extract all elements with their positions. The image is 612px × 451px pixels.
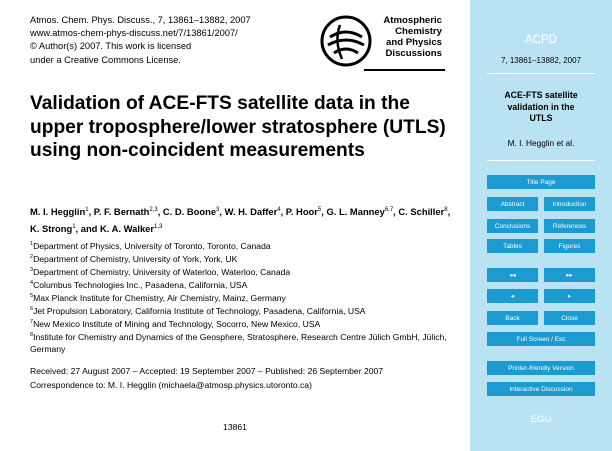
author: K. A. Walker: [100, 222, 155, 234]
affiliation: [30, 265, 460, 278]
next-icon: ▸: [567, 293, 572, 300]
affiliation-number: 1: [30, 241, 34, 247]
figures-button[interactable]: Figures: [544, 239, 595, 253]
author-affiliation-ref: 5: [317, 207, 322, 213]
author-separator: ,: [393, 206, 399, 218]
author-affiliation-ref: 6,7: [384, 207, 394, 213]
author-affiliation-ref: 4: [277, 207, 281, 213]
first-page-icon: ◂◂: [509, 272, 516, 279]
author-affiliation-ref: 2,3: [149, 207, 158, 213]
citation-line: Atmos. Chem. Phys. Discuss., 7, 13861–13882, 2007: [30, 15, 251, 25]
author-separator: ,: [321, 206, 327, 218]
affiliation: [30, 252, 460, 265]
affiliation: [30, 278, 460, 291]
affiliation-number: 6: [30, 306, 34, 313]
affiliation-text: Jet Propulsion Laboratory, California Institute of Technology, Pasadena, California, USA: [33, 306, 366, 317]
affiliation-text: Institute for Chemistry and Dynamics of the Geosphere, Stratosphere, Research Centre Jülich GmbH, Jülich, Germany: [30, 332, 447, 354]
title-page-button[interactable]: Title Page: [487, 175, 595, 189]
next-page-button[interactable]: [544, 289, 595, 303]
affiliation-number: 7: [30, 319, 34, 326]
affiliation-number: 4: [30, 280, 34, 287]
previous-icon: ◂: [510, 293, 515, 300]
last-page-button[interactable]: [544, 268, 595, 282]
affiliation: [30, 239, 460, 252]
conclusions-button[interactable]: Conclusions: [487, 219, 538, 233]
author-separator: ,: [280, 206, 286, 218]
author: C. Schiller: [398, 206, 445, 218]
author-separator: ,: [88, 206, 94, 218]
author-separator: , and: [75, 222, 101, 234]
author-affiliation-ref: 1: [72, 223, 76, 230]
back-button[interactable]: Back: [487, 311, 538, 325]
references-button[interactable]: References: [544, 219, 595, 233]
egu-footer: EGU: [530, 414, 552, 425]
author-separator: ,: [219, 206, 225, 218]
sidebar-short-title: ACE-FTS satellite validation in the UTLS: [504, 90, 578, 124]
affiliation: [30, 330, 460, 354]
affiliation-text: Department of Chemistry, University of Waterloo, Waterloo, Canada: [33, 266, 291, 277]
close-button[interactable]: Close: [544, 311, 595, 325]
citation-line: under a Creative Commons License.: [30, 54, 181, 65]
journal-abbrev: ACPD: [525, 34, 557, 46]
author-affiliation-ref: 1: [85, 207, 89, 213]
author: P. Hoor: [285, 206, 318, 218]
author: W. H. Daffer: [224, 206, 278, 218]
interactive-discussion-button[interactable]: Interactive Discussion: [487, 382, 595, 396]
affiliation-text: Department of Chemistry, University of York, York, UK: [33, 253, 238, 264]
page-number: 13861: [223, 422, 247, 432]
last-page-icon: ▸▸: [566, 272, 573, 279]
affiliation-number: 8: [30, 332, 34, 339]
affiliation-text: New Mexico Institute of Mining and Technology, Socorro, New Mexico, USA: [33, 319, 321, 330]
author: K. Strong: [30, 222, 73, 234]
publication-dates: Received: 27 August 2007 – Accepted: 19 September 2007 – Published: 26 September 2007: [30, 366, 384, 376]
author: C. D. Boone: [162, 206, 217, 218]
paper-title: Validation of ACE-FTS satellite data in the upper troposphere/lower stratosphere (UTLS) using non-coincident measurements: [30, 93, 446, 161]
navigation-sidebar: [470, 0, 612, 451]
first-page-button[interactable]: [487, 268, 538, 282]
affiliation-list: [30, 239, 460, 355]
affiliation-text: Department of Physics, University of Toronto, Toronto, Canada: [33, 240, 271, 251]
affiliation: [30, 304, 460, 317]
affiliation-number: 3: [30, 267, 34, 274]
journal-logo: [320, 12, 445, 72]
author: P. F. Bernath: [93, 206, 150, 218]
previous-page-button[interactable]: [487, 289, 538, 303]
affiliation-text: Columbus Technologies Inc., Pasadena, California, USA: [33, 280, 248, 291]
affiliation-number: 5: [30, 293, 34, 300]
author-affiliation-ref: 1,3: [154, 223, 163, 230]
author: M. I. Hegglin: [30, 206, 86, 218]
abstract-button[interactable]: Abstract: [487, 197, 538, 211]
author-affiliation-ref: 8: [444, 207, 448, 213]
fullscreen-button[interactable]: Full Screen / Esc: [487, 332, 595, 346]
affiliation-text: Max Planck Institute for Chemistry, Air Chemistry, Mainz, Germany: [33, 293, 286, 304]
citation-line: © Author(s) 2007. This work is licensed: [30, 41, 192, 52]
author-affiliation-ref: 3: [216, 207, 220, 213]
introduction-button[interactable]: Introduction: [544, 197, 595, 211]
egu-globe-logo-icon: [320, 15, 372, 67]
journal-citation: [30, 14, 251, 67]
author-separator: ,: [157, 206, 163, 218]
printer-friendly-button[interactable]: Printer-friendly Version: [487, 361, 595, 375]
logo-underline: [364, 69, 445, 71]
author-list: [30, 203, 460, 236]
sidebar-author: M. I. Hegglin et al.: [507, 138, 575, 148]
logo-wordmark: Atmospheric Chemistry and Physics Discussions: [383, 15, 442, 59]
tables-button[interactable]: Tables: [487, 239, 538, 253]
author: G. L. Manney: [326, 206, 385, 218]
affiliation: [30, 317, 460, 330]
author-separator: ,: [447, 206, 451, 218]
affiliation-number: 2: [30, 254, 34, 261]
affiliation: [30, 291, 460, 304]
divider: [487, 160, 595, 161]
citation-url[interactable]: www.atmos-chem-phys-discuss.net/7/13861/2007/: [30, 28, 238, 39]
divider: [487, 73, 595, 74]
sidebar-citation: 7, 13861–13882, 2007: [500, 56, 582, 65]
correspondence[interactable]: Correspondence to: M. I. Hegglin (michaela@atmosp.physics.utoronto.ca): [30, 380, 312, 390]
